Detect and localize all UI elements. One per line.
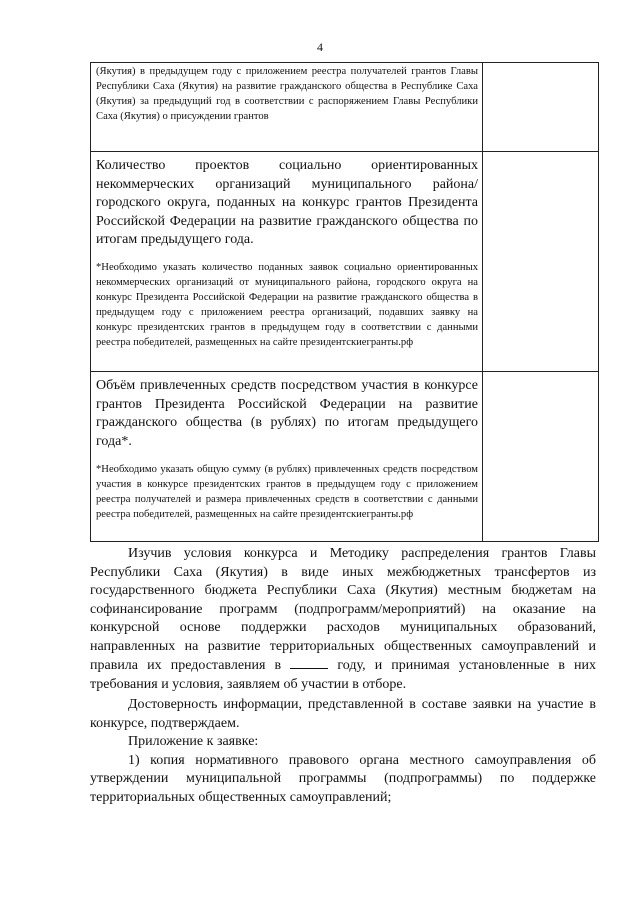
application-table (90, 62, 599, 542)
paragraph-confirmation: Достоверность информации, представленной в составе заявки на участие в конкурсе, подтверждаем. (90, 697, 596, 731)
paragraph-study-conditions (90, 545, 596, 694)
year-blank (290, 656, 328, 669)
table-row (91, 63, 599, 152)
criterion-heading: Объём привлеченных средств посредством участия в конкурсе грантов Президента Российской Федерации на развитие гражданского общества (в рублях) по итогам предыдущего года*. (96, 378, 478, 449)
table-cell-value (483, 372, 599, 542)
table-row (91, 372, 599, 542)
table-cell-text (91, 63, 483, 152)
table-cell-value (483, 152, 599, 372)
table-cell-text (91, 152, 483, 372)
paragraph-text: Изучив условия конкурса и Методику распределения грантов Главы Республики Саха (Якутия) в виде иных межбюджетных трансфертов из государственного бюджета Республики Саха (Якутия) местным бюджетам на софинансирование программ (подпрограмм/мероприятий) на оказание на конкурсной основе поддержки расходов муниципальных образований, направленных на развитие территориальных общественных самоуправлений и правила их предоставления в (90, 546, 596, 673)
body-text (90, 545, 596, 807)
row-text: (Якутия) в предыдущем году с приложением реестра получателей грантов Главы Республики Саха (Якутия) на развитие гражданского общества в Республике Саха (Якутия) за предыдущий год в соответствии с распоряжением Главы Республики Саха (Якутия) о присуждении грантов (96, 66, 478, 122)
criterion-note: *Необходимо указать общую сумму (в рублях) привлеченных средств посредством участия в конкурсе президентских грантов в предыдущем году с приложением реестра получателей и размера привлеченных средств в соответствии с данными реестра победителей, размещенных на сайте президентскиегранты.рф (96, 464, 478, 520)
paragraph-attachment-heading: Приложение к заявке: (128, 734, 259, 749)
criterion-heading: Количество проектов социально ориентированных некоммерческих организаций муниципального района/городского округа, поданных на конкурс грантов Президента Российской Федерации на развитие гражданского общества по итогам предыдущего года. (96, 158, 478, 247)
paragraph-attachment-item-1: 1) копия нормативного правового органа местного самоуправления об утверждении муниципальной программы (подпрограммы) по поддержке территориальных общественных самоуправлений; (90, 752, 596, 805)
criterion-note: *Необходимо указать количество поданных заявок социально ориентированных некоммерческих организаций от муниципального района, городского округа на конкурс Президента Российской Федерации на развитие гражданского общества в предыдущем году с приложением реестра организаций, подавших заявку на конкурс президентских грантов в предыдущем году в соответствии с данными реестра победителей, размещенных на сайте президентскиегранты.рф (96, 261, 478, 348)
table-cell-value (483, 63, 599, 152)
table-cell-text (91, 372, 483, 542)
page-number: 4 (317, 40, 323, 54)
table-row (91, 152, 599, 372)
paragraph-text: году, и принимая установленные в них требования и условия, заявляем об участии в отборе. (90, 658, 597, 692)
